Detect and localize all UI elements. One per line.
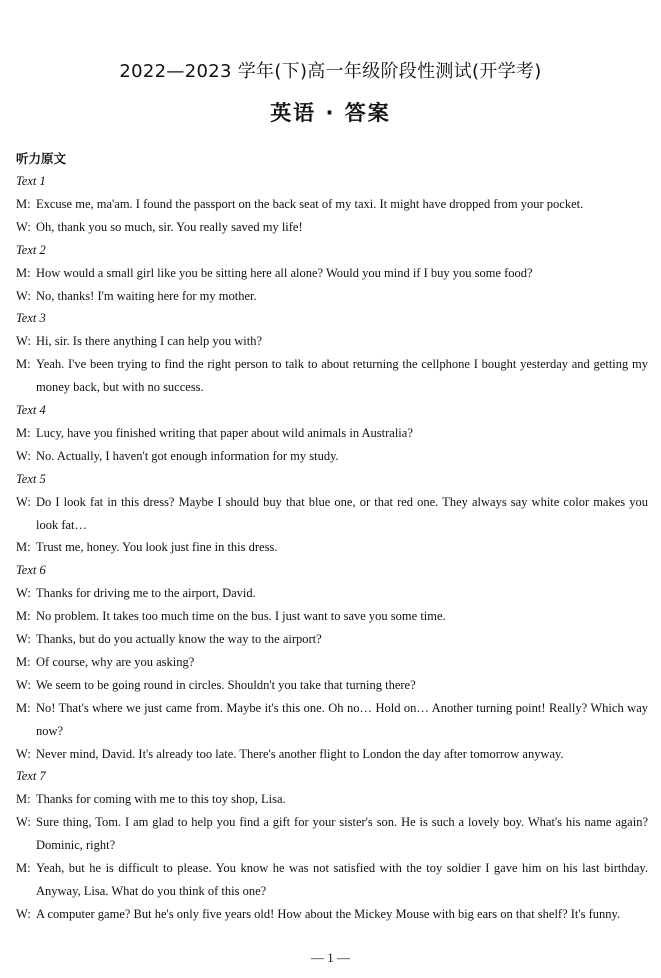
utterance: No. Actually, I haven't got enough information for my study.: [36, 448, 339, 463]
speaker-label: W:: [16, 746, 31, 761]
text-label: Text 5: [16, 471, 46, 486]
text-label: Text 7: [16, 769, 46, 784]
dialogue-line: [16, 330, 648, 353]
utterance: Oh, thank you so much, sir. You really saved my life!: [36, 219, 303, 234]
speaker-label: W:: [16, 288, 31, 303]
utterance: Yeah, but he is difficult to please. You know he was not satisfied with the toy soldier I gave him on his last birthday. Anyway, Lisa. What do you think of this one?: [36, 861, 648, 898]
dialogue-line: [16, 445, 648, 468]
transcript-block: [16, 468, 648, 560]
dialogue-line: [16, 285, 648, 308]
dialogue-line: [16, 216, 648, 239]
dialogue-line: [16, 605, 648, 628]
speaker-label: W:: [16, 815, 31, 830]
utterance: A computer game? But he's only five years old! How about the Mickey Mouse with big ears on that shelf? It's funny.: [36, 906, 621, 921]
utterance: No, thanks! I'm waiting here for my mother.: [36, 288, 257, 303]
speaker-label: M:: [16, 792, 31, 807]
dialogue-line: [16, 628, 648, 651]
dialogue-line: [16, 811, 648, 857]
speaker-label: W:: [16, 906, 31, 921]
dialogue-line: [16, 697, 648, 743]
speaker-label: M:: [16, 540, 31, 555]
speaker-label: M:: [16, 265, 31, 280]
text-label: Text 1: [16, 174, 46, 188]
utterance: Thanks for coming with me to this toy shop, Lisa.: [36, 792, 286, 807]
transcript: [16, 170, 648, 926]
utterance: Do I look fat in this dress? Maybe I should buy that blue one, or that red one. They always say white color makes you look fat…: [36, 494, 648, 532]
speaker-label: M:: [16, 654, 31, 669]
speaker-label: W:: [16, 334, 31, 349]
utterance: No! That's where we just came from. Maybe it's this one. Oh no… Hold on… Another turning point! Really? Which way now?: [36, 700, 648, 738]
text-label: Text 3: [16, 311, 46, 326]
text-label: Text 4: [16, 403, 46, 418]
speaker-label: M:: [16, 861, 31, 876]
dialogue-line: [16, 651, 648, 674]
dialogue-line: [16, 353, 648, 399]
utterance: Hi, sir. Is there anything I can help you with?: [36, 334, 262, 349]
dialogue-line: [16, 536, 648, 559]
speaker-label: W:: [16, 677, 31, 692]
transcript-block: [16, 239, 648, 308]
utterance: Of course, why are you asking?: [36, 654, 195, 669]
utterance: No problem. It takes too much time on the bus. I just want to save you some time.: [36, 609, 446, 624]
dialogue-line: [16, 903, 648, 926]
document-subtitle: 英语 · 答案: [270, 101, 391, 125]
speaker-label: W:: [16, 494, 31, 509]
document-title: 2022—2023 学年(下)高一年级阶段性测试(开学考): [119, 61, 542, 82]
speaker-label: W:: [16, 448, 31, 463]
dialogue-line: [16, 788, 648, 811]
utterance: We seem to be going round in circles. Shouldn't you take that turning there?: [36, 677, 416, 692]
dialogue-line: [16, 422, 648, 445]
speaker-label: W:: [16, 219, 31, 234]
speaker-label: M:: [16, 196, 31, 211]
transcript-block: [16, 765, 648, 925]
dialogue-line: [16, 582, 648, 605]
utterance: Trust me, honey. You look just fine in this dress.: [36, 540, 278, 555]
utterance: Thanks, but do you actually know the way to the airport?: [36, 632, 322, 647]
transcript-block: [16, 559, 648, 765]
speaker-label: M:: [16, 425, 31, 440]
utterance: Yeah. I've been trying to find the right person to talk to about returning the cellphone I bought yesterday and getting my money back, but with no success.: [36, 357, 648, 395]
page-number: — 1 —: [311, 950, 350, 965]
dialogue-line: [16, 743, 648, 766]
dialogue-line: [16, 857, 648, 903]
utterance: Never mind, David. It's already too late. There's another flight to London the day after tomorrow anyway.: [36, 746, 564, 761]
speaker-label: W:: [16, 632, 31, 647]
dialogue-line: [16, 262, 648, 285]
utterance: Lucy, have you finished writing that paper about wild animals in Australia?: [36, 425, 413, 440]
text-label: Text 6: [16, 563, 46, 578]
text-label: Text 2: [16, 242, 46, 257]
dialogue-line: [16, 674, 648, 697]
utterance: How would a small girl like you be sitting here all alone? Would you mind if I buy you some food?: [36, 265, 533, 280]
transcript-block: [16, 399, 648, 468]
utterance: Excuse me, ma'am. I found the passport on the back seat of my taxi. It might have dropped from your pocket.: [36, 196, 584, 211]
utterance: Thanks for driving me to the airport, David.: [36, 586, 256, 601]
transcript-block: [16, 307, 648, 399]
section-heading: 听力原文: [16, 151, 67, 166]
speaker-label: M:: [16, 609, 31, 624]
dialogue-line: [16, 491, 648, 537]
speaker-label: M:: [16, 357, 31, 372]
dialogue-line: [16, 193, 648, 216]
speaker-label: W:: [16, 586, 31, 601]
transcript-block: [16, 170, 648, 239]
speaker-label: M:: [16, 700, 31, 715]
utterance: Sure thing, Tom. I am glad to help you find a gift for your sister's son. He is such a lovely boy. What's his name again? Dominic, right?: [36, 815, 648, 853]
